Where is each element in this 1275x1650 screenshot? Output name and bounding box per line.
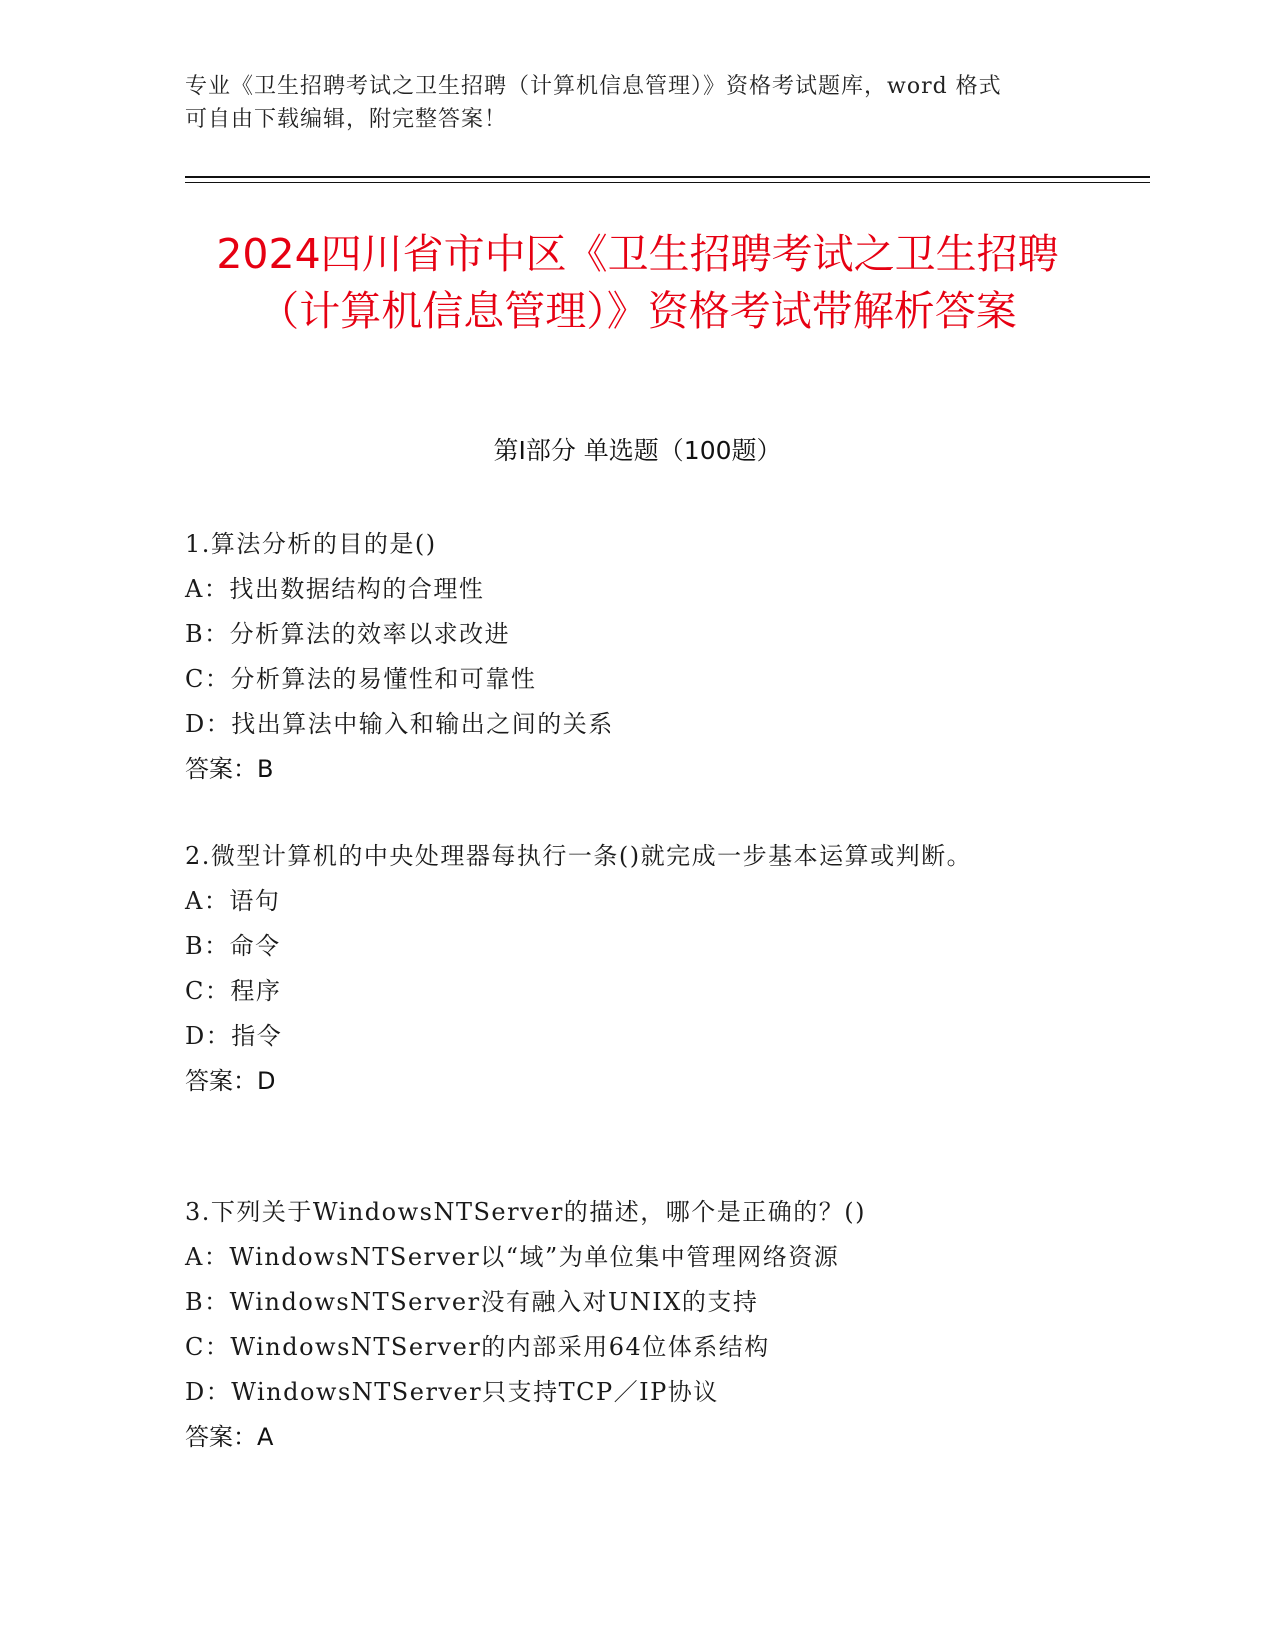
option-b: B：分析算法的效率以求改进 <box>185 620 511 648</box>
header-note-line-1: 专业《卫生招聘考试之卫生招聘（计算机信息管理）》资格考试题库，word 格式 <box>185 74 1002 99</box>
header-divider-thick <box>185 176 1150 178</box>
answer-line: 答案：B <box>185 755 274 783</box>
option-c: C：分析算法的易懂性和可靠性 <box>185 665 537 693</box>
question-3 <box>185 1190 1065 1460</box>
answer-line: 答案：A <box>185 1423 274 1451</box>
question-stem: 3.下列关于WindowsNTServer的描述，哪个是正确的？() <box>185 1198 867 1226</box>
option-a: A：找出数据结构的合理性 <box>185 575 485 603</box>
option-a: A：语句 <box>185 887 281 915</box>
option-b: B：命令 <box>185 932 281 960</box>
option-d: D：指令 <box>185 1022 283 1050</box>
header-note <box>185 70 1085 136</box>
section-heading: 第Ⅰ部分 单选题（100题） <box>493 436 782 465</box>
header-note-line-2: 可自由下载编辑，附完整答案！ <box>185 107 508 132</box>
option-d: D：找出算法中输入和输出之间的关系 <box>185 710 614 738</box>
option-a: A：WindowsNTServer以“域”为单位集中管理网络资源 <box>185 1243 840 1271</box>
question-stem: 2.微型计算机的中央处理器每执行一条()就完成一步基本运算或判断。 <box>185 842 973 870</box>
answer-line: 答案：D <box>185 1067 276 1095</box>
header-divider-thin <box>185 182 1150 183</box>
question-1 <box>185 522 1065 792</box>
document-title: 2024四川省市中区《卫生招聘考试之卫生招聘（计算机信息管理）》资格考试带解析答案 <box>216 230 1059 335</box>
option-c: C：程序 <box>185 977 282 1005</box>
option-d: D：WindowsNTServer只支持TCP／IP协议 <box>185 1378 719 1406</box>
option-b: B：WindowsNTServer没有融入对UNIX的支持 <box>185 1288 759 1316</box>
question-2 <box>185 834 1065 1104</box>
question-stem: 1.算法分析的目的是() <box>185 530 437 558</box>
option-c: C：WindowsNTServer的内部采用64位体系结构 <box>185 1333 770 1361</box>
